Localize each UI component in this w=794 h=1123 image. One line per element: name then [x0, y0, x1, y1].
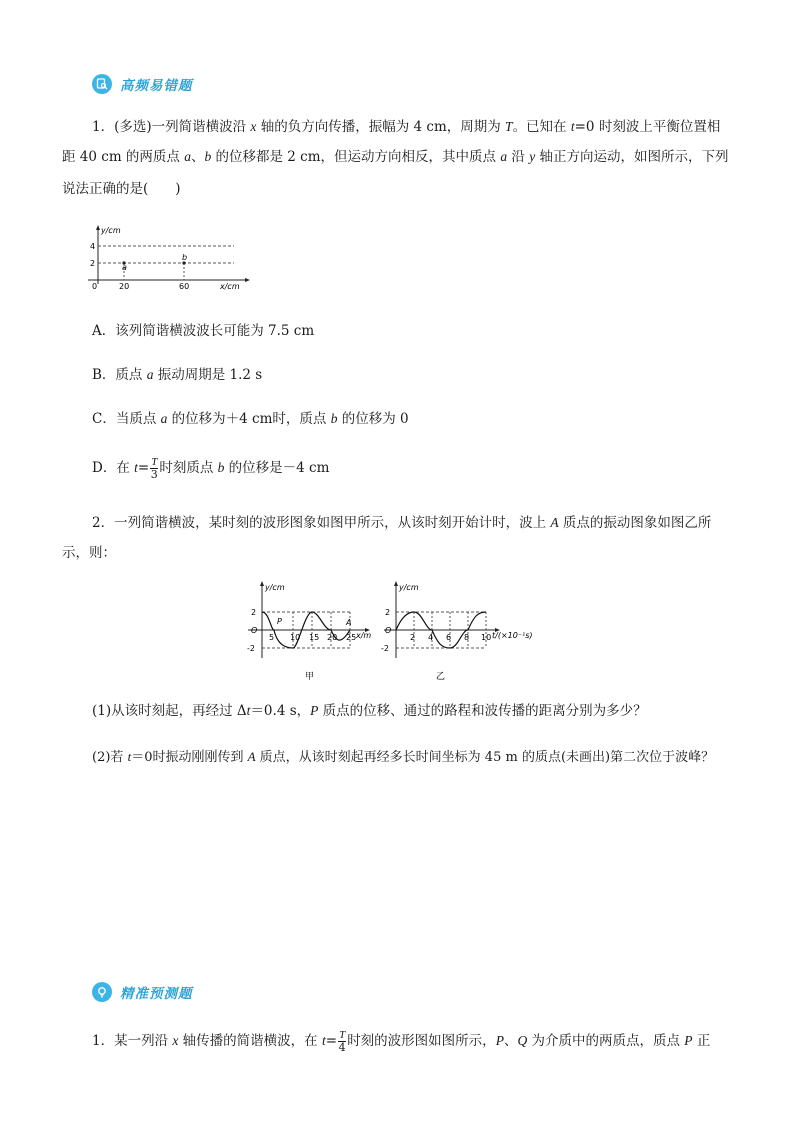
svg-text:15: 15: [309, 633, 320, 642]
q2-sub-2: (2)若 t＝0时振动刚刚传到 A 质点，从该时刻起再经多长时间坐标为 45 m 的质点(未画出)第二次位于波峰？: [92, 749, 715, 765]
svg-text:4: 4: [90, 242, 96, 251]
option-d: D．在 t= $\frac{T}{3}$ 时刻质点 b 的位移是－4 cm: [92, 456, 330, 481]
vibration-figure-yi: [380, 578, 550, 684]
svg-text:0: 0: [92, 282, 98, 291]
q1-line-3: 说法正确的是( ): [62, 181, 181, 197]
section-title: 高频易错题: [120, 78, 193, 94]
svg-text:6: 6: [446, 633, 452, 642]
wave-figure-jia: [238, 578, 380, 684]
svg-text:20: 20: [119, 282, 130, 291]
svg-text:y/cm: y/cm: [399, 583, 419, 592]
svg-text:25: 25: [346, 633, 357, 642]
svg-text:4: 4: [428, 633, 434, 642]
svg-text:x/m: x/m: [356, 631, 372, 640]
svg-text:10: 10: [481, 633, 492, 642]
svg-text:2: 2: [90, 259, 96, 268]
svg-text:y/cm: y/cm: [265, 583, 285, 592]
svg-text:2: 2: [385, 608, 391, 617]
svg-text:-2: -2: [381, 644, 389, 653]
svg-text:2: 2: [410, 633, 416, 642]
svg-text:P: P: [277, 617, 282, 626]
svg-text:b: b: [182, 253, 188, 262]
svg-text:60: 60: [179, 282, 190, 291]
svg-text:2: 2: [251, 608, 257, 617]
s2-q1-line-1: 1．某一列沿 x 轴传播的简谐横波，在 t= $\frac{T}{4}$ 时刻的波形图如图所示，P、Q 为介质中的两质点，质点 P 正: [92, 1029, 711, 1054]
svg-text:a: a: [122, 263, 127, 272]
svg-text:O: O: [385, 626, 392, 635]
option-b: B．质点 a 振动周期是 1.2 s: [92, 367, 263, 383]
q1-line-1: 1．(多选)一列简谐横波沿 x 轴的负方向传播，振幅为 4 cm，周期为 T。已知在 t=0 时刻波上平衡位置相: [92, 119, 721, 135]
svg-text:甲: 甲: [305, 672, 315, 682]
fraction-t-over-4: $\frac{T}{4}$: [338, 1029, 346, 1054]
q2-line-1: 2．一列简谐横波，某时刻的波形图象如图甲所示，从该时刻开始计时，波上 A 质点的振动图象如图乙所: [92, 515, 712, 531]
svg-text:x/cm: x/cm: [220, 282, 240, 291]
q2-line-2: 示，则：: [62, 545, 116, 561]
lightbulb-icon: [92, 982, 112, 1002]
option-c: C．当质点 a 的位移为＋4 cm时，质点 b 的位移为 0: [92, 411, 409, 427]
svg-text:A: A: [346, 618, 352, 627]
section-title: 精准预测题: [120, 986, 193, 1002]
svg-text:8: 8: [464, 633, 470, 642]
q2-sub-1: (1)从该时刻起，再经过 Δt＝0.4 s，P 质点的位移、通过的路程和波传播的距离分别为多少？: [92, 703, 647, 719]
svg-text:乙: 乙: [436, 672, 446, 682]
fraction-t-over-3: $\frac{T}{3}$: [150, 456, 158, 481]
magnifier-doc-icon: [92, 74, 112, 94]
q1-figure: [84, 222, 254, 294]
svg-text:10: 10: [290, 633, 301, 642]
svg-text:5: 5: [269, 633, 275, 642]
option-a: A．该列简谐横波波长可能为 7.5 cm: [92, 323, 315, 339]
svg-text:-2: -2: [247, 644, 255, 653]
svg-text:20: 20: [327, 633, 338, 642]
svg-text:O: O: [251, 626, 258, 635]
svg-text:y/cm: y/cm: [101, 226, 121, 235]
svg-text:t/(×10⁻¹s): t/(×10⁻¹s): [492, 631, 533, 640]
section-heading-2: [92, 982, 193, 1002]
q1-line-2: 距 40 cm 的两质点 a、b 的位移都是 2 cm，但运动方向相反，其中质点 a 沿 y 轴正方向运动，如图所示，下列: [62, 149, 729, 165]
section-heading-1: [92, 74, 193, 94]
